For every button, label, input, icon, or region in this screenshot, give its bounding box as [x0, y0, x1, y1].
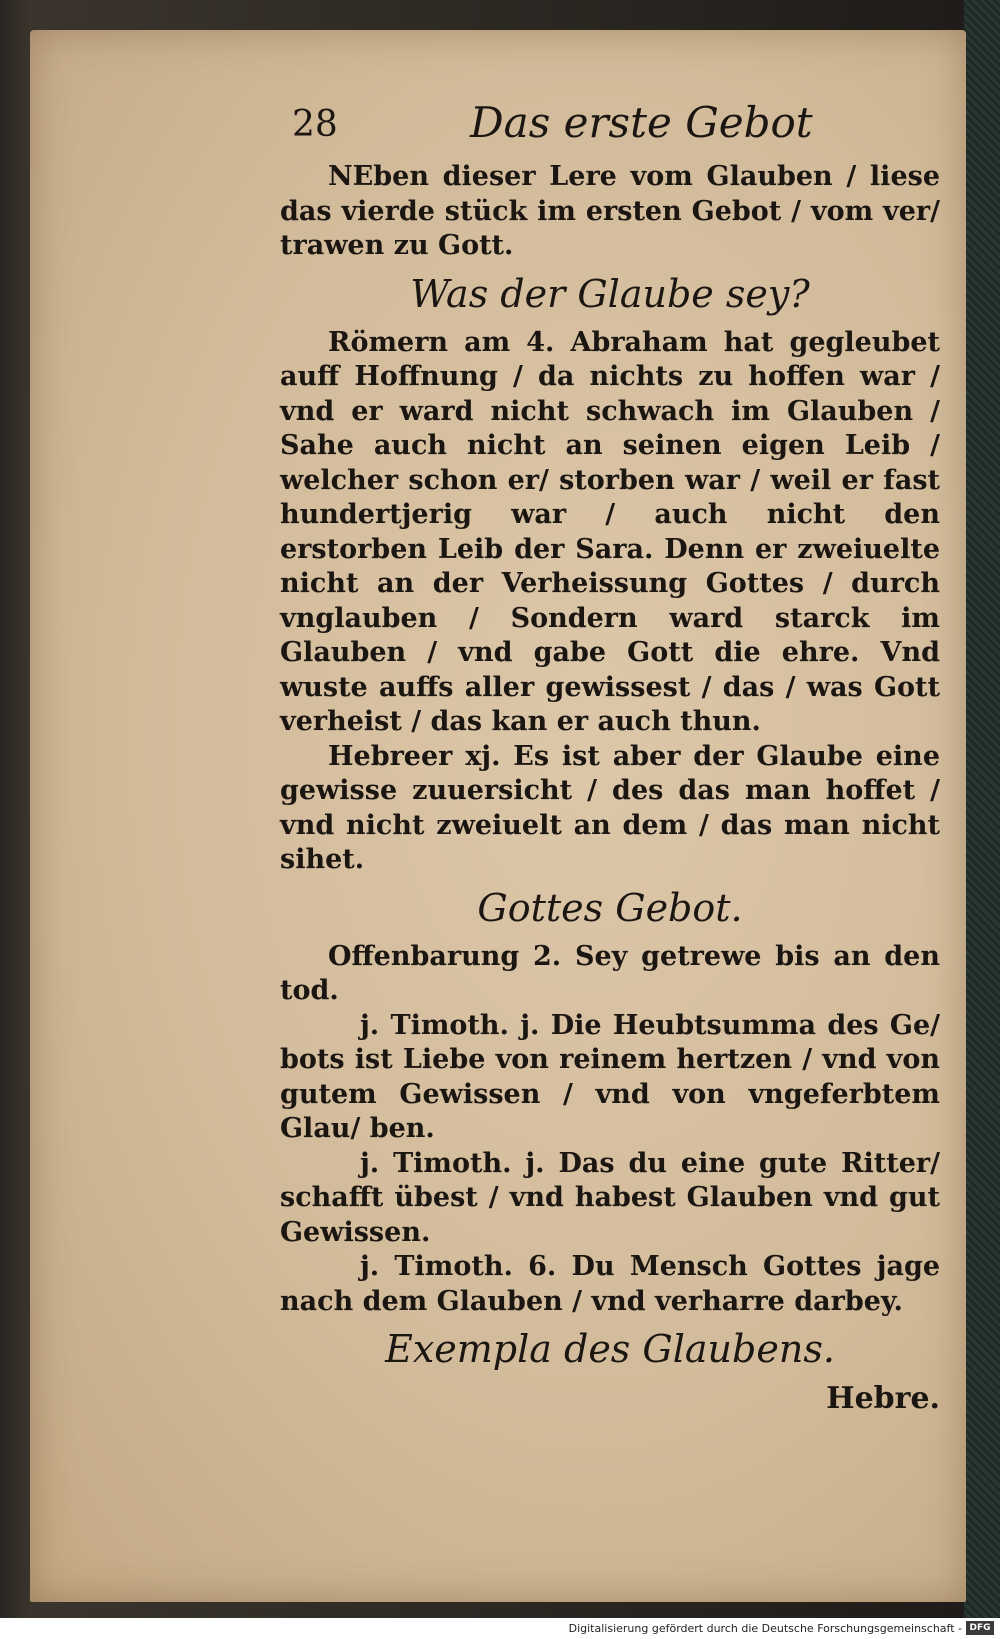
book-page: [30, 30, 966, 1602]
footer-credit: Digitalisierung gefördert durch die Deutsche Forschungsgemeinschaft -: [568, 1622, 962, 1635]
book-binding: [964, 0, 1000, 1618]
dfg-logo: DFG: [966, 1621, 994, 1635]
timothy-paragraph: j. Timoth. j. Das du eine gute Ritter/ schafft übest / vnd habest Glauben vnd gut Gewissen.: [280, 1147, 940, 1248]
revelation-paragraph: Offenbarung 2. Sey getrewe bis an den tod.: [280, 940, 940, 1006]
text-block: [280, 98, 940, 1416]
running-title: Das erste Gebot: [470, 98, 813, 147]
page-number: 28: [292, 104, 338, 145]
romans-paragraph: Römern am 4. Abraham hat gegleubet auff Hoffnung / da nichts zu hoffen war / vnd er ward nicht schwach im Glauben / Sahe auch nicht an seinen eigen Leib / welcher schon er/ storben war / weil er fast hundertjerig war / auch nicht den erstorben Leib der Sara. Denn er zweiuelte nicht an der Verheissung Gottes / durch vnglauben / Sondern ward starck im Glauben / vnd gabe Gott die ehre. Vnd wuste auffs aller gewissest / das / was Gott verheist / das kan er auch thun.: [280, 326, 940, 737]
timothy-paragraph: j. Timoth. j. Die Heubtsumma des Ge/ bots ist Liebe von reinem hertzen / vnd von gutem Gewissen / vnd von vngeferbtem Glau/ ben.: [280, 1009, 940, 1144]
running-head: [280, 98, 940, 160]
digitization-footer: [0, 1618, 1000, 1639]
hebrews-paragraph: Hebreer xj. Es ist aber der Glaube eine gewisse zuuersicht / des das man hoffet / vnd nicht zweiuelt an dem / das man nicht sihet.: [280, 740, 940, 875]
timothy-paragraph: j. Timoth. 6. Du Mensch Gottes jage nach dem Glauben / vnd verharre darbey.: [280, 1251, 940, 1317]
section-heading: Was der Glaube sey?: [410, 271, 810, 316]
section-heading: Exempla des Glaubens.: [385, 1327, 835, 1371]
intro-paragraph: NEben dieser Lere vom Glauben / liese das vierde stück im ersten Gebot / vom ver/ trawen zu Gott.: [280, 161, 940, 261]
catchword: Hebre.: [826, 1381, 940, 1416]
section-heading: Gottes Gebot.: [477, 885, 743, 930]
